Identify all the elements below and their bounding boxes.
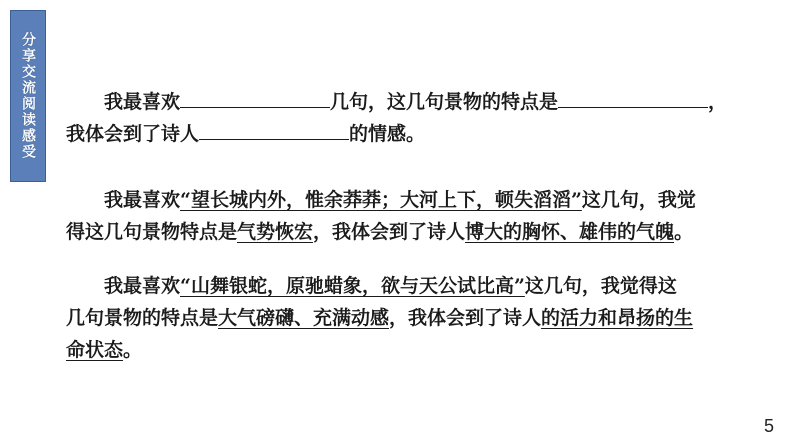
ex2-text-d: ，我体会到了诗人 (389, 307, 542, 329)
ex1-quote: “望长城内外，惟余莽莽；大河上下，顿失滔滔” (180, 189, 582, 211)
ex1-feature: 气势恢宏 (237, 221, 314, 243)
example-answer-1 (66, 184, 756, 248)
ex1-emotion: 博大的胸怀、雄伟的气魄 (465, 221, 675, 243)
blank-poet-emotion (199, 121, 349, 140)
example-answer-2 (66, 270, 756, 366)
section-tab-label: 分享交流阅读感受 (20, 32, 36, 160)
blank-scenery-feature (558, 89, 708, 108)
ex2-feature: 大气磅礴、充满动感 (218, 307, 390, 329)
template-text-5: 的情感。 (349, 123, 426, 145)
ex1-text-a: 我最喜欢 (104, 189, 181, 211)
ex1-text-d: ，我体会到了诗人 (313, 221, 466, 243)
ex1-text-b: 这几句，我觉 (581, 189, 696, 211)
ex2-emotion-part1: 的活力和昂扬的生 (541, 307, 694, 329)
ex1-text-c: 得这几句景物特点是 (66, 221, 238, 243)
ex2-text-b: 这几句，我觉得这 (524, 275, 677, 297)
ex2-emotion-part2: 命状态 (66, 339, 124, 361)
blank-favorite-lines (180, 89, 330, 108)
template-text-2: 几句，这几句景物的特点是 (330, 91, 559, 113)
ex2-text-c: 几句景物的特点是 (66, 307, 219, 329)
ex2-text-e: 。 (123, 339, 143, 361)
page-number: 5 (763, 416, 774, 436)
fill-in-template (66, 86, 756, 150)
template-text-3: ， (708, 91, 728, 113)
section-tab (10, 10, 46, 182)
template-text-1: 我最喜欢 (104, 91, 181, 113)
ex2-text-a: 我最喜欢 (104, 275, 181, 297)
ex2-quote: “山舞银蛇，原驰蜡象，欲与天公试比高” (180, 275, 525, 297)
template-text-4: 我体会到了诗人 (66, 123, 200, 145)
ex1-text-e: 。 (674, 221, 694, 243)
